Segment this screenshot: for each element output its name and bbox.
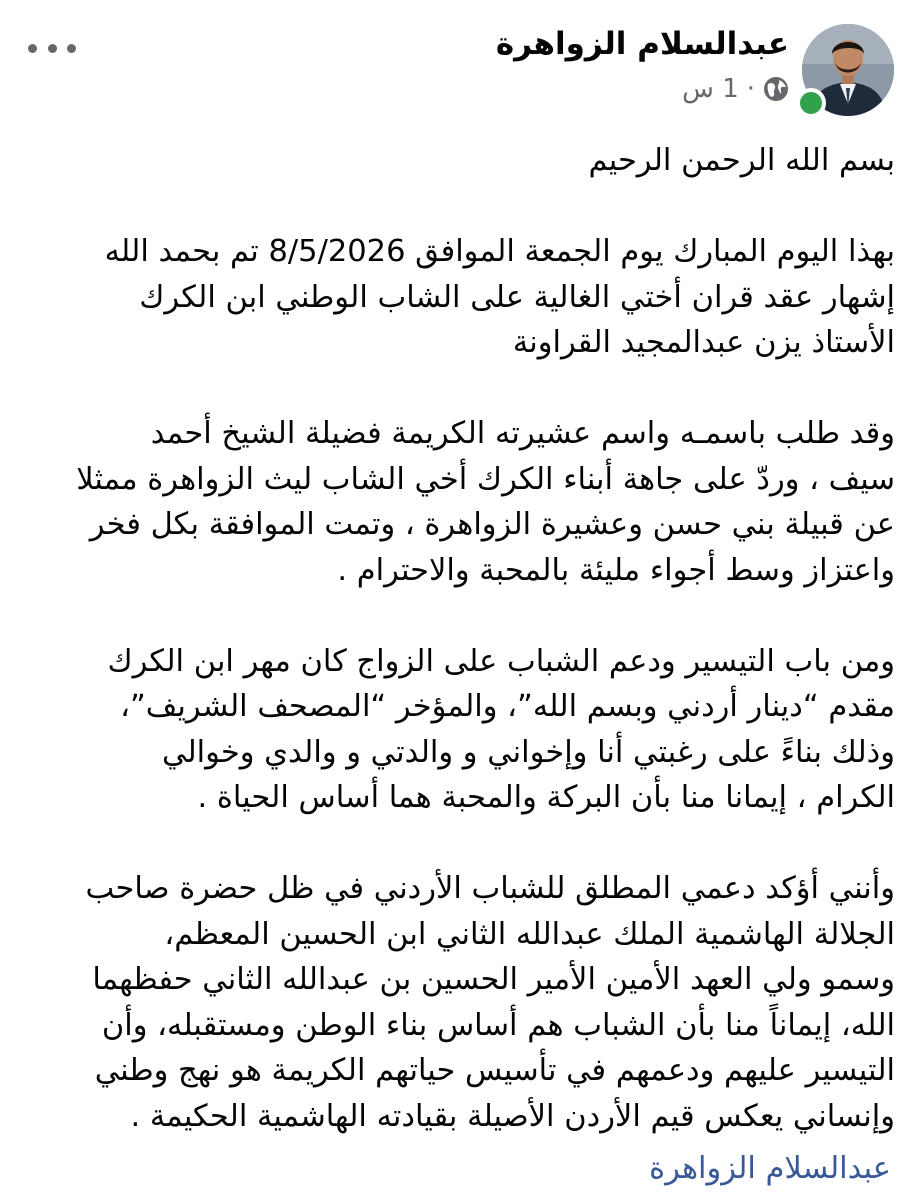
post-body (15, 138, 895, 1185)
post-text-line: الكرام ، إيمانا منا بأن البركة والمحبة هما أساس الحياة . (197, 780, 895, 815)
post-text-line: وذلك بناءً على رغبتي أنا وإخواني و والدتي و والدي وخوالي (161, 734, 895, 770)
post-text-line: وسمو ولي العهد الأمين الأمير الحسين بن عبدالله الثاني حفظهما (92, 962, 895, 997)
more-dot-icon (48, 44, 57, 53)
post-paragraph (15, 411, 895, 593)
post-timestamp[interactable]: 1 س (682, 74, 739, 104)
post-text-line: مقدم “دينار أردني وبسم الله”، والمؤخر “المصحف الشريف”، (120, 689, 895, 724)
post-text-line: وأنني أؤكد دعمي المطلق للشباب الأردني في ظل حضرة صاحب (85, 871, 895, 906)
more-options-button[interactable] (28, 36, 76, 60)
post-text-line: واعتزاز وسط أجواء مليئة بالمحبة والاحترام . (337, 552, 895, 588)
post-paragraph (15, 229, 895, 366)
author-name-link[interactable]: عبدالسلام الزواهرة (495, 26, 789, 62)
post-text-line: عن قبيلة بني حسن وعشيرة الزواهرة ، وتمت الموافقة بكل فخر (89, 507, 895, 542)
signature-link[interactable]: عبدالسلام الزواهرة (649, 1151, 891, 1186)
post-text-line: الله، إيماناً منا بأن الشباب هم أساس بناء الوطن ومستقبله، وأن (101, 1007, 895, 1043)
post-meta (682, 74, 789, 104)
post-text-line: وإنساني يعكس قيم الأردن الأصيلة بقيادته الهاشمية الحكيمة . (130, 1098, 895, 1134)
post-text-line: الجلالة الهاشمية الملك عبدالله الثاني ابن الحسين المعظم، (164, 916, 895, 952)
post-text-line: الأستاذ يزن عبدالمجيد القراونة (512, 325, 895, 360)
post-text-line: التيسير عليهم ودعمهم في تأسيس حياتهم الكريمة هو نهج وطني (94, 1053, 895, 1088)
globe-icon[interactable] (763, 76, 789, 102)
more-dot-icon (28, 44, 37, 53)
meta-separator: · (746, 74, 755, 104)
post-text-line: بسم الله الرحمن الرحيم (588, 143, 895, 178)
post-text-line: ومن باب التيسير ودعم الشباب على الزواج كان مهر ابن الكرك (107, 643, 895, 679)
post-text-line: بهذا اليوم المبارك يوم الجمعة الموافق 8/5/2026 تم بحمد الله (104, 234, 895, 269)
post-text-line: إشهار عقد قران أختي الغالية على الشاب الوطني ابن الكرك (139, 279, 895, 315)
post-paragraph (15, 639, 895, 821)
online-status-indicator (796, 88, 826, 118)
post-paragraph (15, 138, 895, 184)
post-paragraph (15, 866, 895, 1139)
post-text-line: وقد طلب باسمـه واسم عشيرته الكريمة فضيلة الشيخ أحمد (150, 416, 895, 451)
more-dot-icon (67, 44, 76, 53)
post-text-line: سيف ، وردّ على جاهة أبناء الكرك أخي الشاب ليث الزواهرة ممثلا (76, 461, 895, 497)
